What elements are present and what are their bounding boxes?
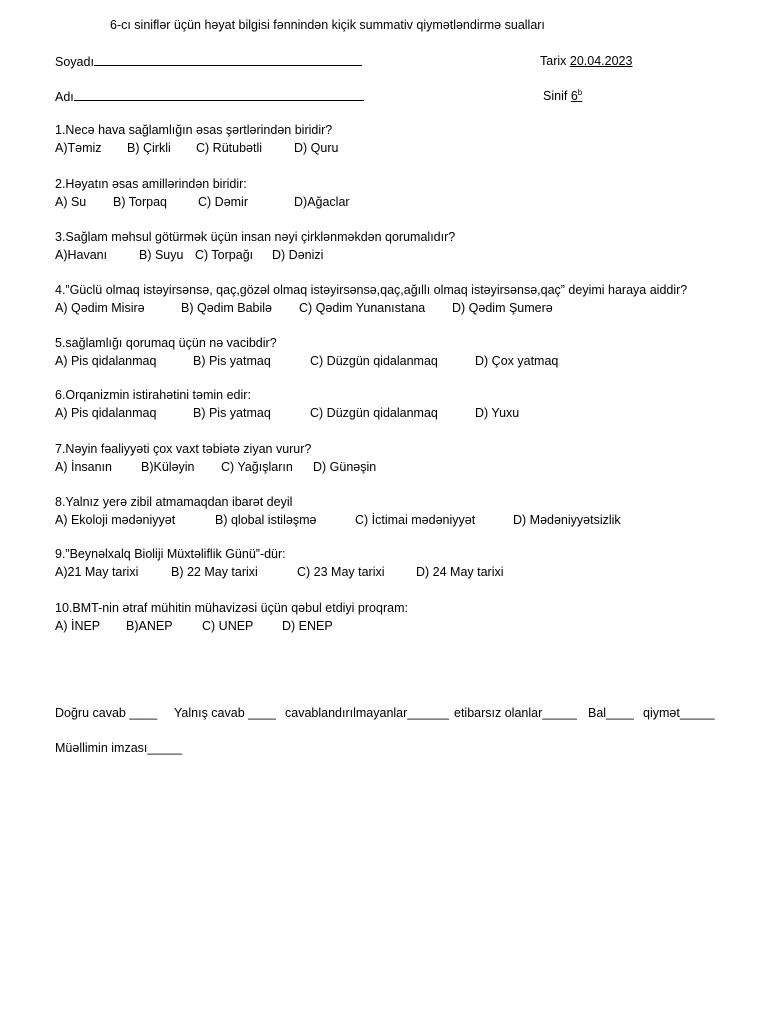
question-8-option-a: A) Ekoloji mədəniyyət: [55, 513, 176, 527]
question-3-text: 3.Sağlam məhsul götürmək üçün insan nəyi çirklənməkdən qorumalıdır?: [55, 230, 456, 244]
class-label: Sinif: [543, 89, 568, 103]
question-9-option-d: D) 24 May tarixi: [416, 565, 504, 579]
surname-field: [55, 53, 362, 70]
question-3-option-d: D) Dənizi: [272, 248, 324, 262]
class-field: [543, 88, 582, 104]
question-1-option-d: D) Quru: [294, 141, 339, 155]
question-7-text: 7.Nəyin fəaliyyəti çox vaxt təbiətə ziyan vurur?: [55, 442, 312, 456]
question-5-option-b: B) Pis yatmaq: [193, 354, 271, 368]
question-10-option-b: B)ANEP: [126, 619, 173, 633]
question-10-option-a: A) İNEP: [55, 619, 101, 633]
score-field: Bal____: [588, 706, 634, 720]
unanswered-count: cavablandırılmayanlar______: [285, 706, 449, 720]
question-6-option-a: A) Pis qidalanmaq: [55, 406, 157, 420]
class-value: 6$^b$: [570, 87, 583, 103]
question-6-option-d: D) Yuxu: [475, 406, 520, 420]
question-6-option-b: B) Pis yatmaq: [193, 406, 271, 420]
question-4-option-c: C) Qədim Yunanıstana: [299, 301, 426, 315]
question-1-text: 1.Necə hava sağlamlığın əsas şərtlərindən biridir?: [55, 123, 333, 137]
question-2-option-a: A) Su: [55, 195, 87, 209]
question-6-option-c: C) Düzgün qidalanmaq: [310, 406, 438, 420]
question-7-option-a: A) İnsanın: [55, 460, 112, 474]
date-field: [540, 53, 632, 69]
question-4-option-b: B) Qədim Babilə: [181, 301, 273, 315]
wrong-count: Yalnış cavab ____: [174, 706, 276, 720]
question-7-option-c: C) Yağışların: [221, 460, 293, 474]
question-4-text: 4.”Güclü olmaq istəyirsənsə, qaç,gözəl olmaq istəyirsənsə,qaç,ağıllı olmaq istəyirsənsə,qaç” deyimi haraya aiddir?: [55, 283, 688, 297]
question-5-text: 5.sağlamlığı qorumaq üçün nə vacibdir?: [55, 336, 277, 350]
surname-blank[interactable]: [94, 53, 362, 66]
question-3-option-c: C) Torpağı: [195, 248, 254, 262]
question-9-option-a: A)21 May tarixi: [55, 565, 139, 579]
question-3-option-b: B) Suyu: [139, 248, 184, 262]
question-2-text: 2.Həyatın əsas amillərindən biridir:: [55, 177, 247, 191]
question-5-option-a: A) Pis qidalanmaq: [55, 354, 157, 368]
question-1-option-c: C) Rütubətli: [196, 141, 262, 155]
grade-field: qiymət_____: [643, 706, 715, 720]
name-blank[interactable]: [74, 88, 364, 101]
question-8-text: 8.Yalnız yerə zibil atmamaqdan ibarət deyil: [55, 495, 293, 509]
question-9-option-b: B) 22 May tarixi: [171, 565, 258, 579]
question-10-option-d: D) ENEP: [282, 619, 333, 633]
question-5-option-c: C) Düzgün qidalanmaq: [310, 354, 438, 368]
question-7-option-b: B)Küləyin: [141, 460, 195, 474]
question-10-option-c: C) UNEP: [202, 619, 254, 633]
question-8-option-c: C) İctimai mədəniyyət: [355, 513, 476, 527]
question-2-option-d: D)Ağaclar: [294, 195, 350, 209]
name-label: Adı: [55, 90, 74, 104]
question-3-option-a: A)Havanı: [55, 248, 108, 262]
question-9-text: 9.”Beynəlxalq Bioliji Müxtəliflik Günü”-dür:: [55, 547, 286, 561]
date-value: 20.04.2023: [569, 54, 633, 68]
date-label: Tarix: [540, 54, 567, 68]
question-8-option-d: D) Mədəniyyətsizlik: [513, 513, 621, 527]
teacher-signature: Müəllimin imzası_____: [55, 741, 183, 755]
question-9-option-c: C) 23 May tarixi: [297, 565, 385, 579]
question-2-option-b: B) Torpaq: [113, 195, 167, 209]
surname-label: Soyadı: [55, 55, 94, 69]
question-1-option-b: B) Çirkli: [127, 141, 171, 155]
question-4-option-d: D) Qədim Şumerə: [452, 301, 553, 315]
name-field: [55, 88, 364, 105]
correct-count: Doğru cavab ____: [55, 706, 158, 720]
worksheet-title: 6-cı siniflər üçün həyat bilgisi fənnindən kiçik summativ qiymətləndirmə sualları: [110, 18, 545, 32]
question-6-text: 6.Orqanizmin istirahətini təmin edir:: [55, 388, 251, 402]
invalid-count: etibarsız olanlar_____: [454, 706, 577, 720]
question-5-option-d: D) Çox yatmaq: [475, 354, 559, 368]
question-8-option-b: B) qlobal istiləşmə: [215, 513, 317, 527]
question-2-option-c: C) Dəmir: [198, 195, 248, 209]
question-4-option-a: A) Qədim Misirə: [55, 301, 145, 315]
question-7-option-d: D) Günəşin: [313, 460, 377, 474]
question-10-text: 10.BMT-nin ətraf mühitin mühavizəsi üçün qəbul etdiyi proqram:: [55, 601, 408, 615]
question-1-option-a: A)Təmiz: [55, 141, 102, 155]
